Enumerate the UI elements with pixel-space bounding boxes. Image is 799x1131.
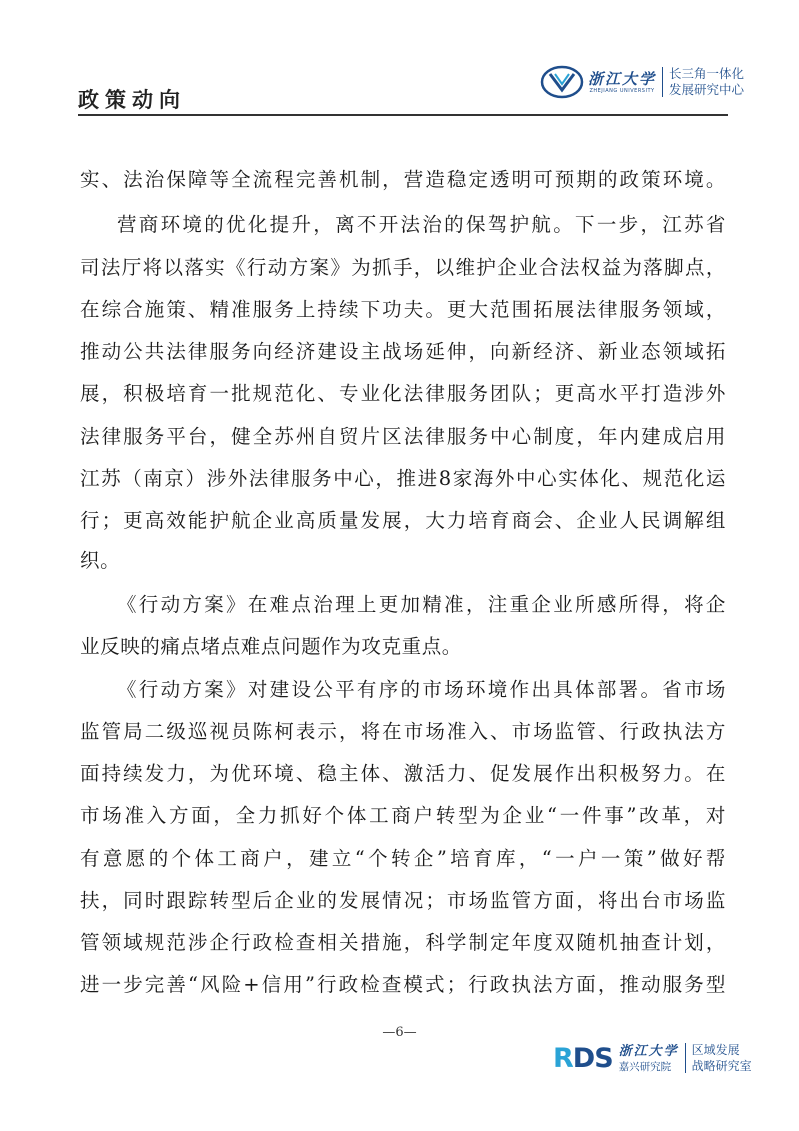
body-line: 《行动方案》对建设公平有序的市场环境作出具体部署。省市场: [117, 678, 726, 701]
body-line: 有意愿的个体工商户，建立“个转企”培育库，“一户一策”做好帮: [80, 847, 726, 870]
footer-divider: [685, 1043, 686, 1073]
rds-logo: [553, 1038, 752, 1078]
body-line: 织。: [80, 549, 121, 572]
body-line: 在综合施策、精准服务上持续下功夫。更大范围拓展法律服务领域，: [80, 298, 726, 321]
body-line: 《行动方案》在难点治理上更加精准，注重企业所感所得，将企: [117, 593, 726, 616]
body-line: 面持续发力，为优环境、稳主体、激活力、促发展作出积极努力。在: [80, 762, 726, 785]
body-line: 监管局二级巡视员陈柯表示，将在市场准入、市场监管、行政执法方: [80, 720, 726, 743]
body-line: 管领域规范涉企行政检查相关措施，科学制定年度双随机抽查计划，: [80, 931, 726, 954]
rds-logo-mark: RDS: [553, 1042, 613, 1074]
body-line: 司法厅将以落实《行动方案》为抓手，以维护企业合法权益为落脚点，: [80, 256, 726, 279]
body-line: 推动公共法律服务向经济建设主战场延伸，向新经济、新业态领域拓: [80, 340, 726, 363]
body-line: 扶，同时跟踪转型后企业的发展情况；市场监管方面，将出台市场监: [80, 889, 726, 912]
body-line: 市场准入方面，全力抓好个体工商户转型为企业“一件事”改革，对: [80, 804, 726, 827]
footer-center-line1: 区域发展: [691, 1043, 740, 1057]
zju-emblem-icon: [540, 64, 584, 100]
center-name-line1: 长三角一体化: [669, 66, 745, 81]
rds-university-text: 浙江大学: [618, 1043, 679, 1059]
body-line: 展，积极培育一批规范化、专业化法律服务团队；更高水平打造涉外: [80, 382, 726, 405]
center-name-line2: 发展研究中心: [669, 82, 745, 97]
body-line: 业反映的痛点堵点难点问题作为攻克重点。: [80, 635, 462, 658]
body-line: 江苏（南京）涉外法律服务中心，推进8家海外中心实体化、规范化运: [80, 467, 726, 490]
body-line: 行；更高效能护航企业高质量发展，大力培育商会、企业人民调解组: [80, 509, 726, 532]
rds-institute-text: 嘉兴研究院: [618, 1060, 672, 1073]
zju-logo-text: 浙江大学: [588, 70, 657, 88]
logo-divider: [662, 67, 663, 97]
header-rule: [78, 114, 728, 116]
page-number: —6—: [382, 1025, 417, 1040]
body-line: 法律服务平台，健全苏州自贸片区法律服务中心制度，年内建成启用: [80, 425, 726, 448]
section-title: 政策动向: [78, 88, 186, 112]
footer-center-line2: 战略研究室: [691, 1059, 752, 1073]
zju-yrd-center-logo: [540, 62, 744, 102]
body-line: 营商环境的优化提升，离不开法治的保驾护航。下一步，江苏省: [117, 213, 726, 236]
body-line: 进一步完善“风险+信用”行政检查模式；行政执法方面，推动服务型: [80, 973, 726, 996]
zju-logo-english: ZHEJIANG UNIVERSITY: [589, 88, 655, 94]
body-line: 实、法治保障等全流程完善机制，营造稳定透明可预期的政策环境。: [80, 168, 726, 191]
